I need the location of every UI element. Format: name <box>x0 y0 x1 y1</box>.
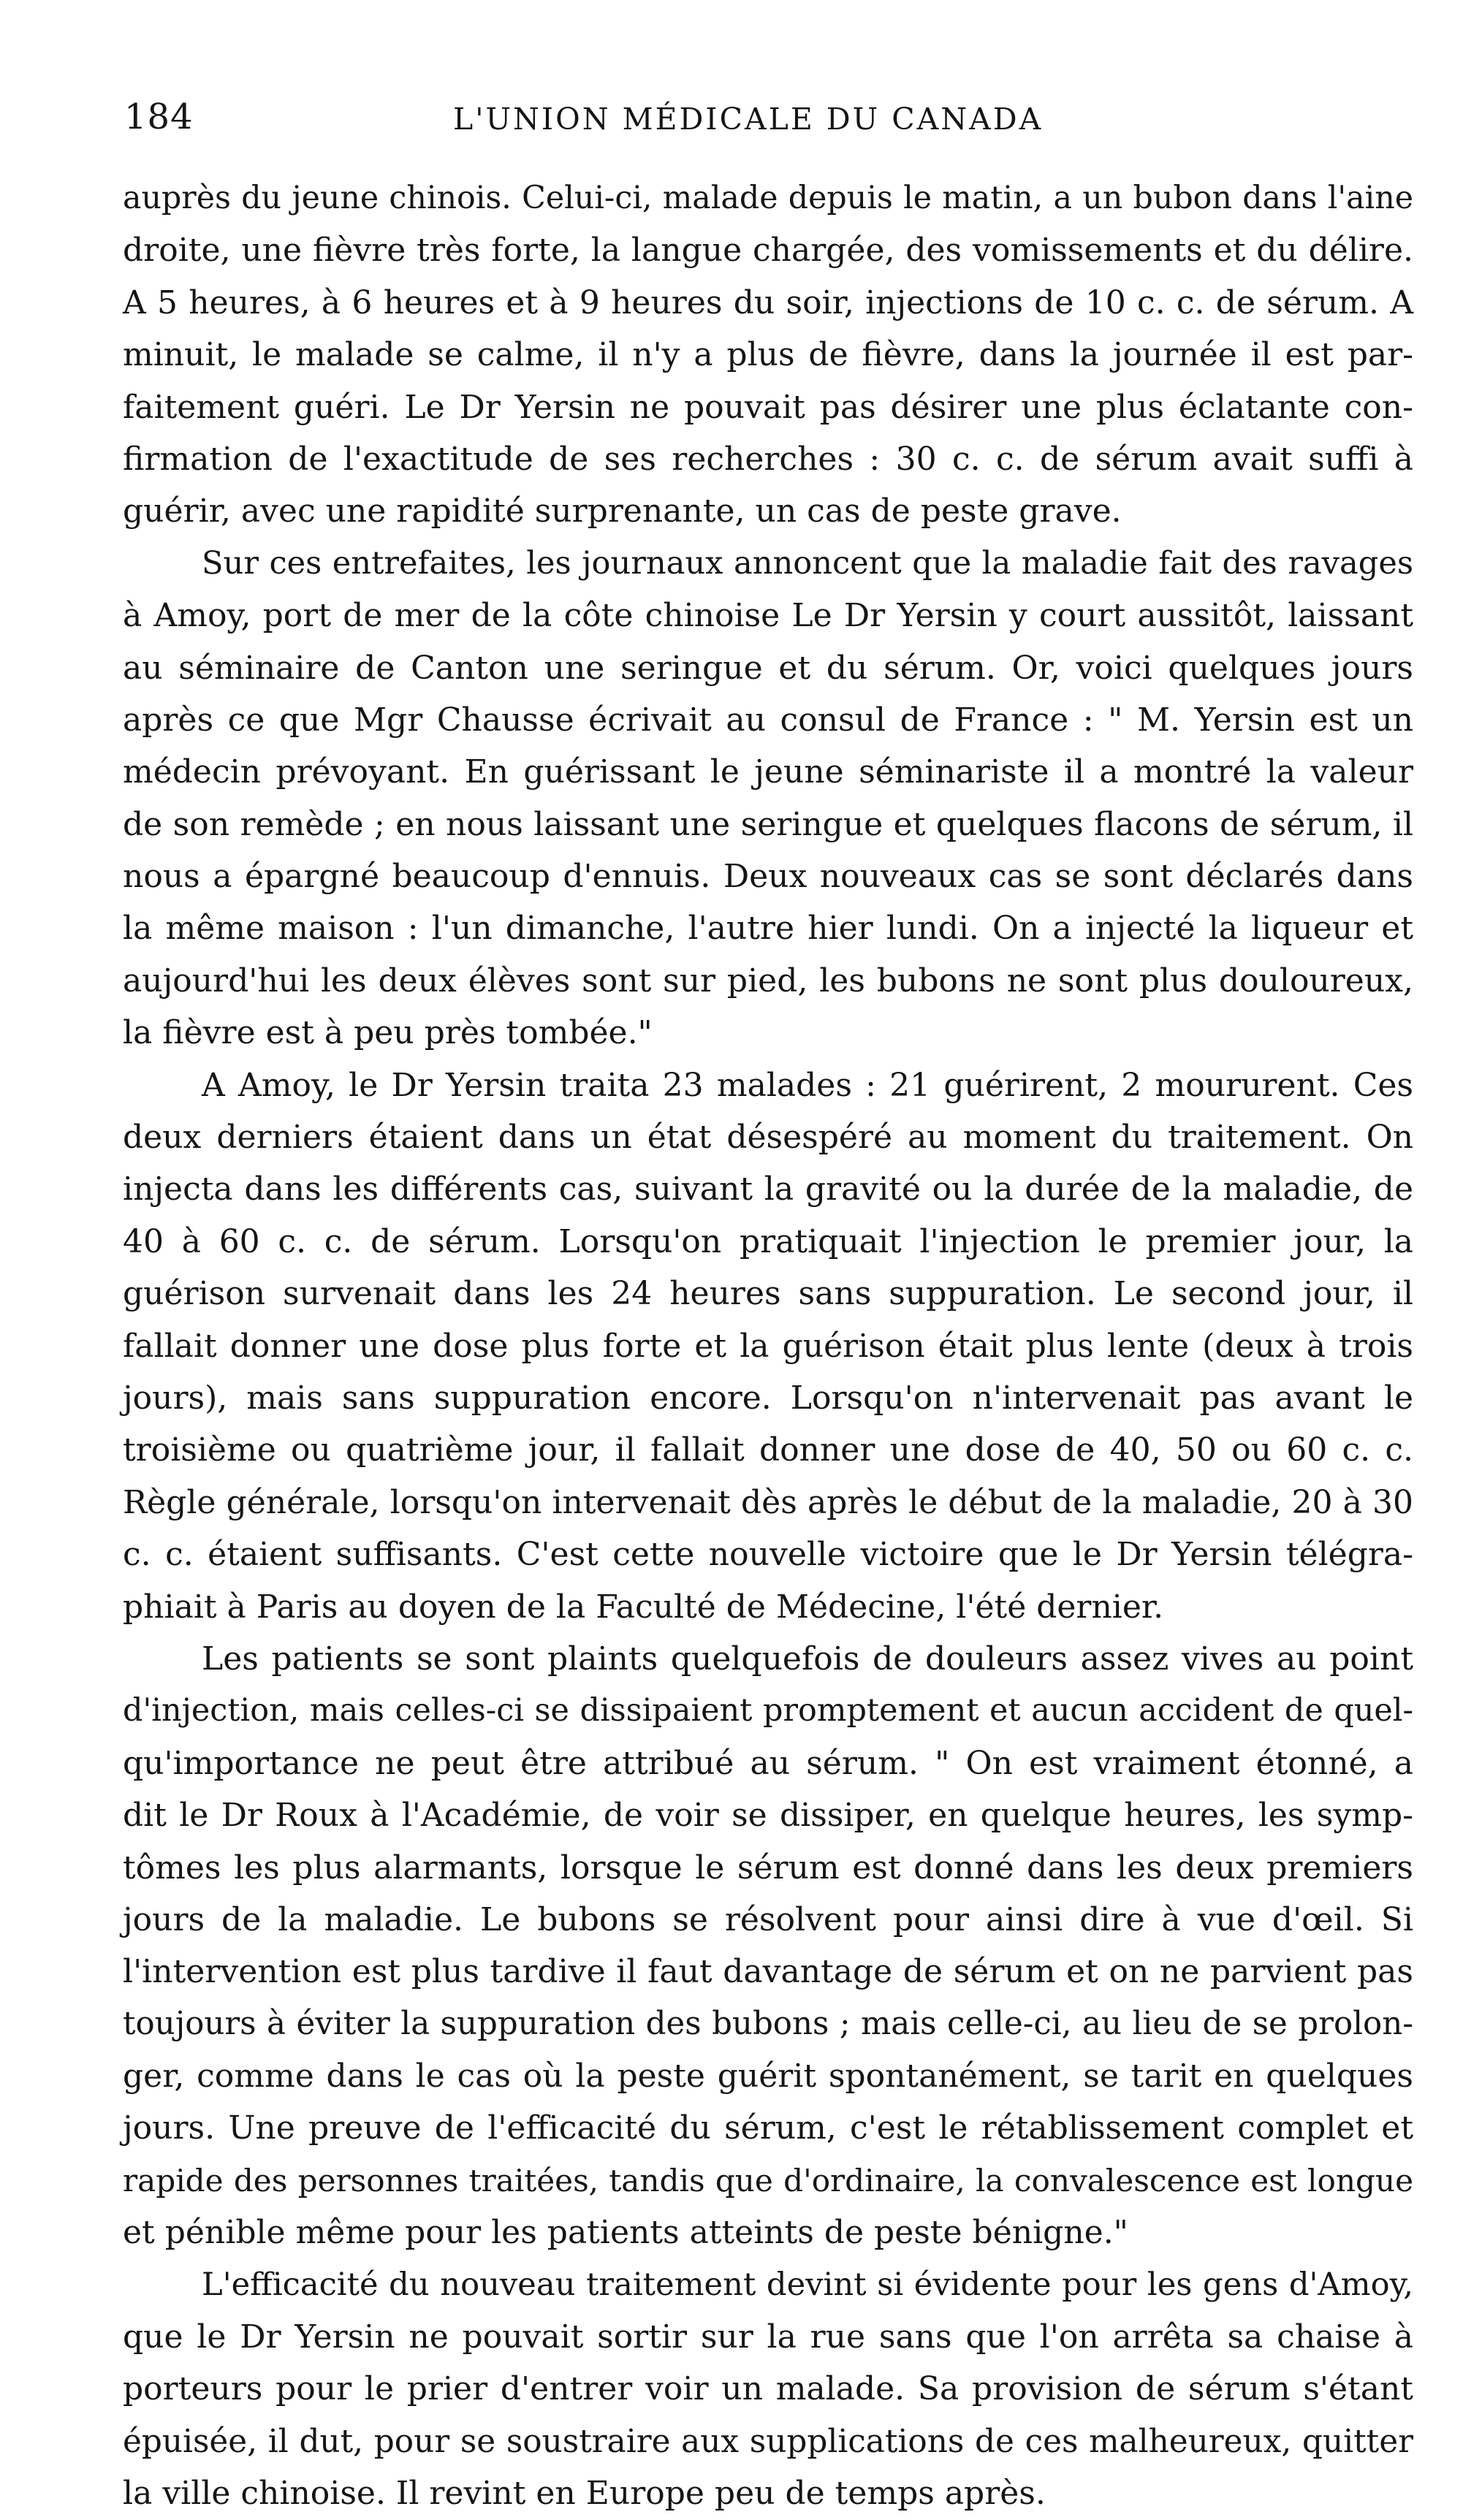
text-line: injecta dans les différents cas, suivant la gravité ou la durée de la maladie, de <box>123 1170 1413 1208</box>
text-line: deux derniers étaient dans un état désespéré au moment du traitement. On <box>123 1119 1413 1157</box>
text-line: L'efficacité du nouveau traitement devint si évidente pour les gens d'Amoy, <box>202 2266 1413 2303</box>
page-number: 184 <box>124 96 194 137</box>
text-line: la même maison : l'un dimanche, l'autre hier lundi. On a injecté la liqueur et <box>123 910 1413 948</box>
text-line: aujourd'hui les deux élèves sont sur pied, les bubons ne sont plus douloureux, <box>123 962 1413 1000</box>
text-line: la ville chinoise. Il revint en Europe peu de temps après. <box>123 2475 1046 2513</box>
text-line: ger, comme dans le cas où la peste guérit spontanément, se tarit en quelques <box>123 2058 1413 2095</box>
text-line: guérir, avec une rapidité surprenante, un cas de peste grave. <box>123 492 1122 530</box>
text-line: minuit, le malade se calme, il n'y a plus de fièvre, dans la journée il est par- <box>123 336 1413 374</box>
text-line: 40 à 60 c. c. de sérum. Lorsqu'on pratiquait l'injection le premier jour, la <box>123 1222 1413 1260</box>
text-line: qu'importance ne peut être attribué au sérum. " On est vraiment étonné, a <box>123 1744 1413 1782</box>
text-line: la fièvre est à peu près tombée." <box>123 1014 653 1052</box>
text-line: après ce que Mgr Chausse écrivait au consul de France : " M. Yersin est un <box>123 701 1413 739</box>
text-line: à Amoy, port de mer de la côte chinoise Le Dr Yersin y court aussitôt, laissant <box>123 597 1413 635</box>
text-line: de son remède ; en nous laissant une seringue et quelques flacons de sérum, il <box>123 805 1413 843</box>
text-line: épuisée, il dut, pour se soustraire aux supplications de ces malheureux, quitter <box>123 2422 1413 2460</box>
text-line: nous a épargné beaucoup d'ennuis. Deux nouveaux cas se sont déclarés dans <box>123 858 1413 896</box>
text-line: dit le Dr Roux à l'Académie, de voir se dissiper, en quelque heures, les symp- <box>123 1797 1413 1835</box>
text-line: au séminaire de Canton une seringue et du sérum. Or, voici quelques jours <box>123 649 1413 687</box>
text-line: rapide des personnes traitées, tandis que d'ordinaire, la convalescence est longue <box>123 2162 1413 2199</box>
text-line: A 5 heures, à 6 heures et à 9 heures du soir, injections de 10 c. c. de sérum. A <box>123 283 1413 321</box>
text-line: Sur ces entrefaites, les journaux annoncent que la maladie fait des ravages <box>202 544 1413 582</box>
text-line: et pénible même pour les patients atteints de peste bénigne." <box>123 2214 1128 2252</box>
text-line: troisième ou quatrième jour, il fallait donner une dose de 40, 50 ou 60 c. c. <box>123 1431 1413 1469</box>
text-line: jours. Une preuve de l'efficacité du sérum, c'est le rétablissement complet et <box>123 2109 1413 2147</box>
text-line: toujours à éviter la suppuration des bubons ; mais celle-ci, au lieu de se prolon- <box>123 2005 1413 2042</box>
page-header <box>124 95 1410 153</box>
text-line: médecin prévoyant. En guérissant le jeune séminariste il a montré la valeur <box>123 753 1413 791</box>
text-line: jours), mais sans suppuration encore. Lorsqu'on n'intervenait pas avant le <box>123 1379 1413 1417</box>
text-line: A Amoy, le Dr Yersin traita 23 malades : 21 guérirent, 2 moururent. Ces <box>202 1066 1413 1104</box>
text-line: d'injection, mais celles-ci se dissipaient promptement et aucun accident de quel- <box>123 1692 1413 1729</box>
text-line: droite, une fièvre très forte, la langue chargée, des vomissements et du délire. <box>123 232 1413 270</box>
text-line: fallait donner une dose plus forte et la guérison était plus lente (deux à trois <box>123 1327 1413 1365</box>
text-line: Règle générale, lorsqu'on intervenait dès après le début de la maladie, 20 à 30 <box>123 1483 1413 1521</box>
text-line: que le Dr Yersin ne pouvait sortir sur la rue sans que l'on arrêta sa chaise à <box>123 2318 1413 2356</box>
body-text <box>123 172 1413 2520</box>
text-line: porteurs pour le prier d'entrer voir un malade. Sa provision de sérum s'étant <box>123 2370 1413 2408</box>
text-line: tômes les plus alarmants, lorsque le sérum est donné dans les deux premiers <box>123 1849 1413 1887</box>
text-line: guérison survenait dans les 24 heures sans suppuration. Le second jour, il <box>123 1275 1413 1313</box>
text-line: faitement guéri. Le Dr Yersin ne pouvait pas désirer une plus éclatante con- <box>123 388 1413 426</box>
text-line: c. c. étaient suffisants. C'est cette nouvelle victoire que le Dr Yersin télégra- <box>123 1536 1413 1574</box>
text-line: l'intervention est plus tardive il faut davantage de sérum et on ne parvient pas <box>123 1953 1413 1991</box>
running-title: L'UNION MÉDICALE DU CANADA <box>453 102 1044 137</box>
text-line: firmation de l'exactitude de ses recherches : 30 c. c. de sérum avait suffi à <box>123 440 1413 478</box>
text-line: jours de la maladie. Le bubons se résolvent pour ainsi dire à vue d'œil. Si <box>123 1900 1413 1938</box>
text-line: auprès du jeune chinois. Celui-ci, malade depuis le matin, a un bubon dans l'aine <box>123 180 1413 216</box>
text-line: Les patients se sont plaints quelquefois de douleurs assez vives au point <box>202 1640 1413 1678</box>
text-line: phiait à Paris au doyen de la Faculté de Médecine, l'été dernier. <box>123 1588 1164 1626</box>
